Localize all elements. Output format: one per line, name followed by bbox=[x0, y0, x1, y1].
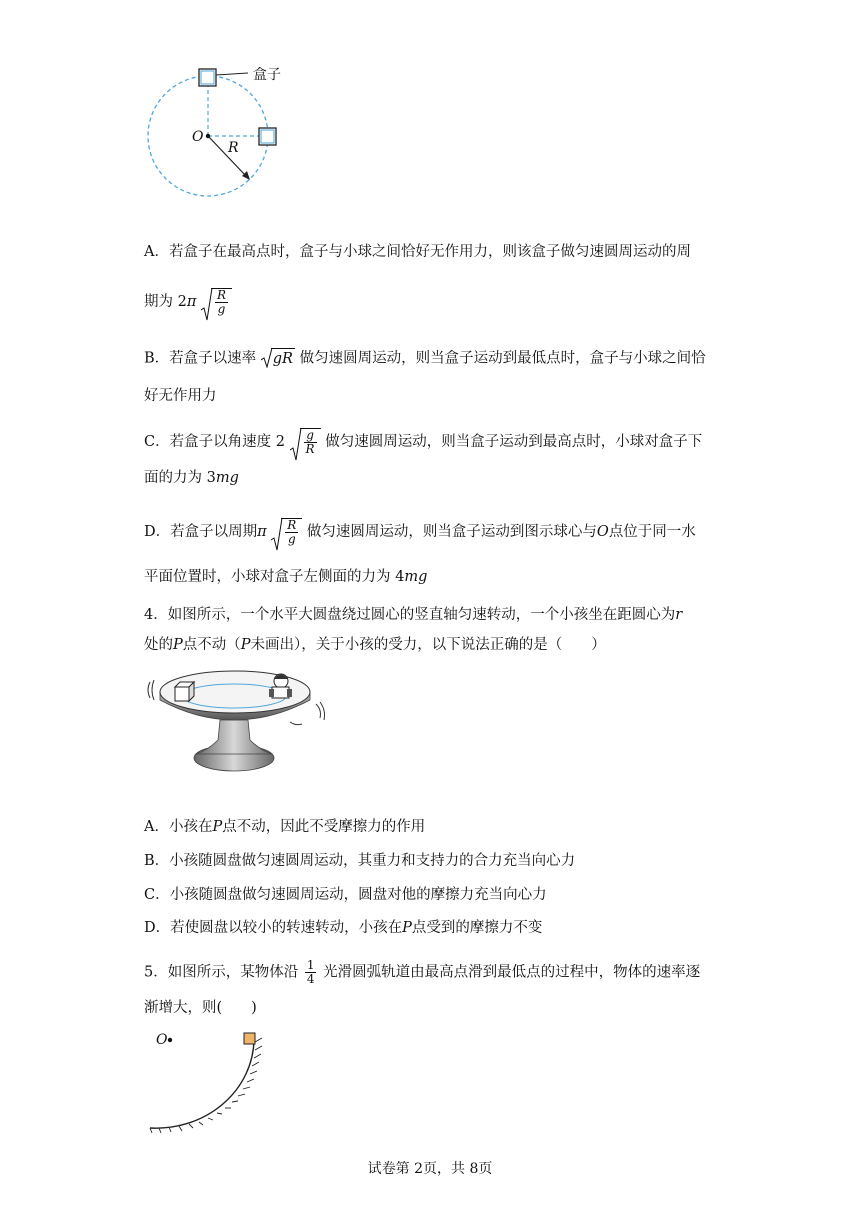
q5-stem: 5．如图所示，某物体沿 $\frac{1}{4}$ 光滑圆弧轨道由最高点滑到最低点的过程中，物体的速率逐 bbox=[144, 958, 701, 986]
arc-center-point bbox=[168, 1038, 172, 1042]
cube bbox=[175, 682, 194, 701]
sqrt-r-over-g-d: $\frac{R}{g}$ bbox=[271, 518, 302, 546]
q3-option-a: A．若盒子在最高点时，盒子与小球之间恰好无作用力，则该盒子做匀速圆周运动的周 bbox=[144, 244, 691, 260]
q4-stem: 4．如图所示，一个水平大圆盘绕过圆心的竖直轴匀速转动，一个小孩坐在距圆心为r bbox=[144, 607, 683, 623]
sqrt-gR: gR bbox=[261, 348, 295, 369]
q3-option-b: B．若盒子以速率 gR 做匀速圆周运动，则当盒子运动到最低点时，盒子与小球之间恰 bbox=[144, 348, 706, 369]
q4-option-b: B．小孩随圆盘做匀速圆周运动，其重力和支持力的合力充当向心力 bbox=[144, 853, 576, 869]
sqrt-r-over-g: $\frac{R}{g}$ bbox=[201, 288, 232, 316]
sqrt-g-over-R: $\frac{g}{R}$ bbox=[290, 428, 321, 456]
radius-label-R: R bbox=[228, 140, 239, 156]
sliding-block bbox=[244, 1033, 255, 1044]
q3-option-d-cont: 平面位置时，小球对盒子左侧面的力为 4mg bbox=[144, 569, 428, 585]
q3-option-b-cont: 好无作用力 bbox=[144, 388, 217, 404]
box-label: 盒子 bbox=[253, 67, 281, 83]
q4-option-d: D．若使圆盘以较小的转速转动，小孩在P点受到的摩擦力不变 bbox=[144, 920, 543, 936]
q4-stem-cont: 处的P点不动（P未画出），关于小孩的受力，以下说法正确的是（ ） bbox=[144, 637, 606, 653]
box-top bbox=[199, 69, 216, 86]
center-label-O: O bbox=[192, 129, 204, 145]
arc-center-label-O: O bbox=[156, 1032, 168, 1048]
rotating-disc-figure bbox=[144, 660, 334, 775]
page-footer: 试卷第 2页，共 8页 bbox=[367, 1161, 493, 1177]
q3-option-d: D．若盒子以周期π $\frac{R}{g}$ 做匀速圆周运动，则当盒子运动到图示球心与O点位于同一水 bbox=[144, 518, 696, 546]
q4-option-a: A．小孩在P点不动，因此不受摩擦力的作用 bbox=[144, 819, 426, 835]
q3-option-a-cont: 期为 2π $\frac{R}{g}$ bbox=[144, 288, 232, 316]
one-quarter-fraction: $\frac{1}{4}$ bbox=[306, 958, 315, 986]
box-right bbox=[259, 128, 276, 145]
q3-option-c: C．若盒子以角速度 2 $\frac{g}{R}$ 做匀速圆周运动，则当盒子运动到最高点时，小球对盒子下 bbox=[144, 428, 702, 456]
q4-option-c: C．小孩随圆盘做匀速圆周运动，圆盘对他的摩擦力充当向心力 bbox=[144, 887, 547, 903]
q3-option-c-cont: 面的力为 3mg bbox=[144, 470, 239, 486]
q5-stem-cont: 渐增大，则( ) bbox=[144, 1000, 257, 1016]
